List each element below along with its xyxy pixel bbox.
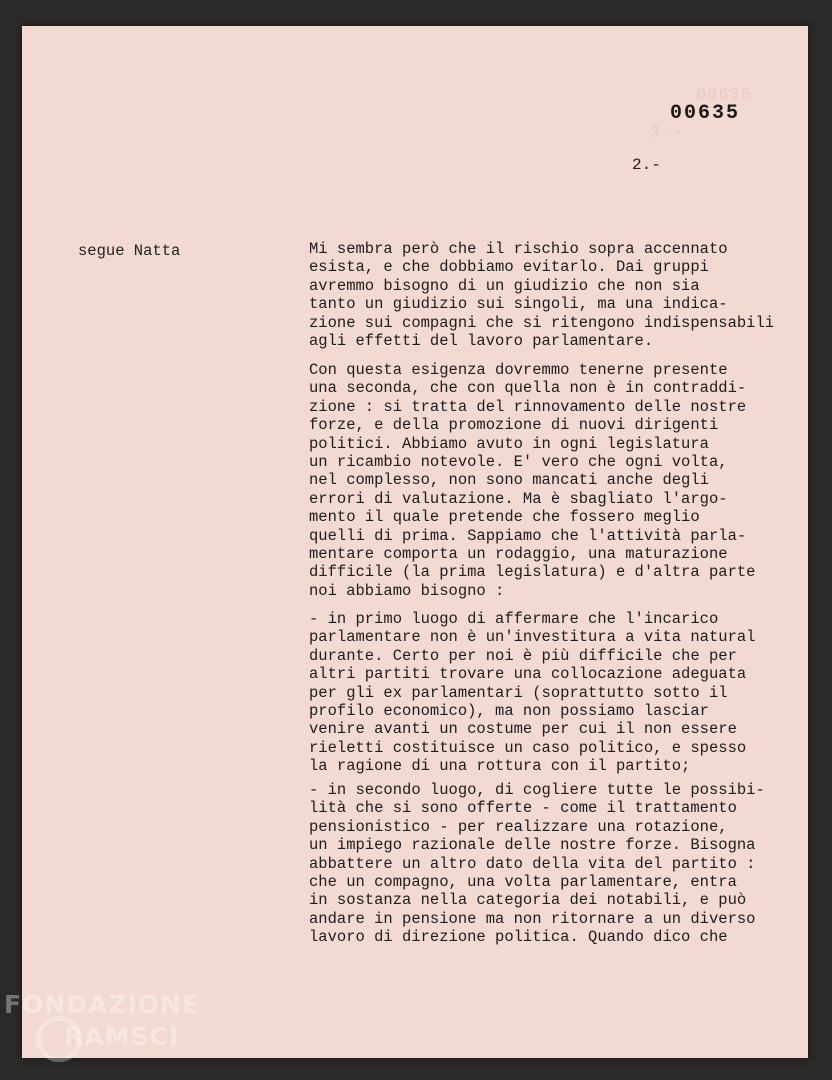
show-through-number: 00636 xyxy=(696,86,753,105)
paragraph-1: Mi sembra però che il rischio sopra accennato esista, e che dobbiamo evitarlo. Dai gruppi avremmo bisogno di un giudizio che non sia tanto un giudizio sui singoli, ma una indica- zione sui compagni che si ritengono indispensabili agli effetti del lavoro parlamentare. xyxy=(309,240,775,351)
paragraph-3: - in primo luogo di affermare che l'incarico parlamentare non è un'investitura a vita natural durante. Certo per noi è più difficile che per altri partiti trovare una collocazione adeguata per gli ex parlamentari (soprattutto sotto il profilo economico), ma non possiamo lasciar venire avanti un costume per cui il non essere rieletti costituisce un caso politico, e spesso la ragione di una rottura con il partito; xyxy=(309,610,756,776)
paragraph-4: - in secondo luogo, di cogliere tutte le possibi- lità che si sono offerte - come il trattamento pensionistico - per realizzare una rotazione, un impiego razionale delle nostre forze. Bisogna abbattere un altro dato della vita del partito : che un compagno, una volta parlamentare, entra in sostanza nella categoria dei notabili, e può andare in pensione ma non ritornare a un diverso lavoro di direzione politica. Quando dico che xyxy=(309,781,765,947)
paragraph-2: Con questa esigenza dovremmo tenerne presente una seconda, che con quella non è in contraddi- zione : si tratta del rinnovamento delle nostre forze, e della promozione di nuovi dirigenti politici. Abbiamo avuto in ogni legislatura un ricambio notevole. E' vero che ogni volta, nel complesso, non sono mancati anche degli errori di valutazione. Ma è sbagliato l'argo- mento il quale pretende che fossero meglio quelli di prima. Sappiamo che l'attività parla- mentare comporta un rodaggio, una maturazione difficile (la prima legislatura) e d'altra parte noi abbiamo bisogno : xyxy=(309,361,756,600)
show-through-page-number: 3.- xyxy=(650,124,684,143)
document-number: 00635 xyxy=(670,102,741,125)
fondazione-gramsci-watermark xyxy=(4,990,214,1070)
watermark-line-1: FONDAZIONE xyxy=(4,990,201,1019)
speaker-label: segue Natta xyxy=(78,242,181,260)
watermark-line-2: RAMSCI xyxy=(64,1022,180,1051)
page-number: 2.- xyxy=(632,156,661,174)
